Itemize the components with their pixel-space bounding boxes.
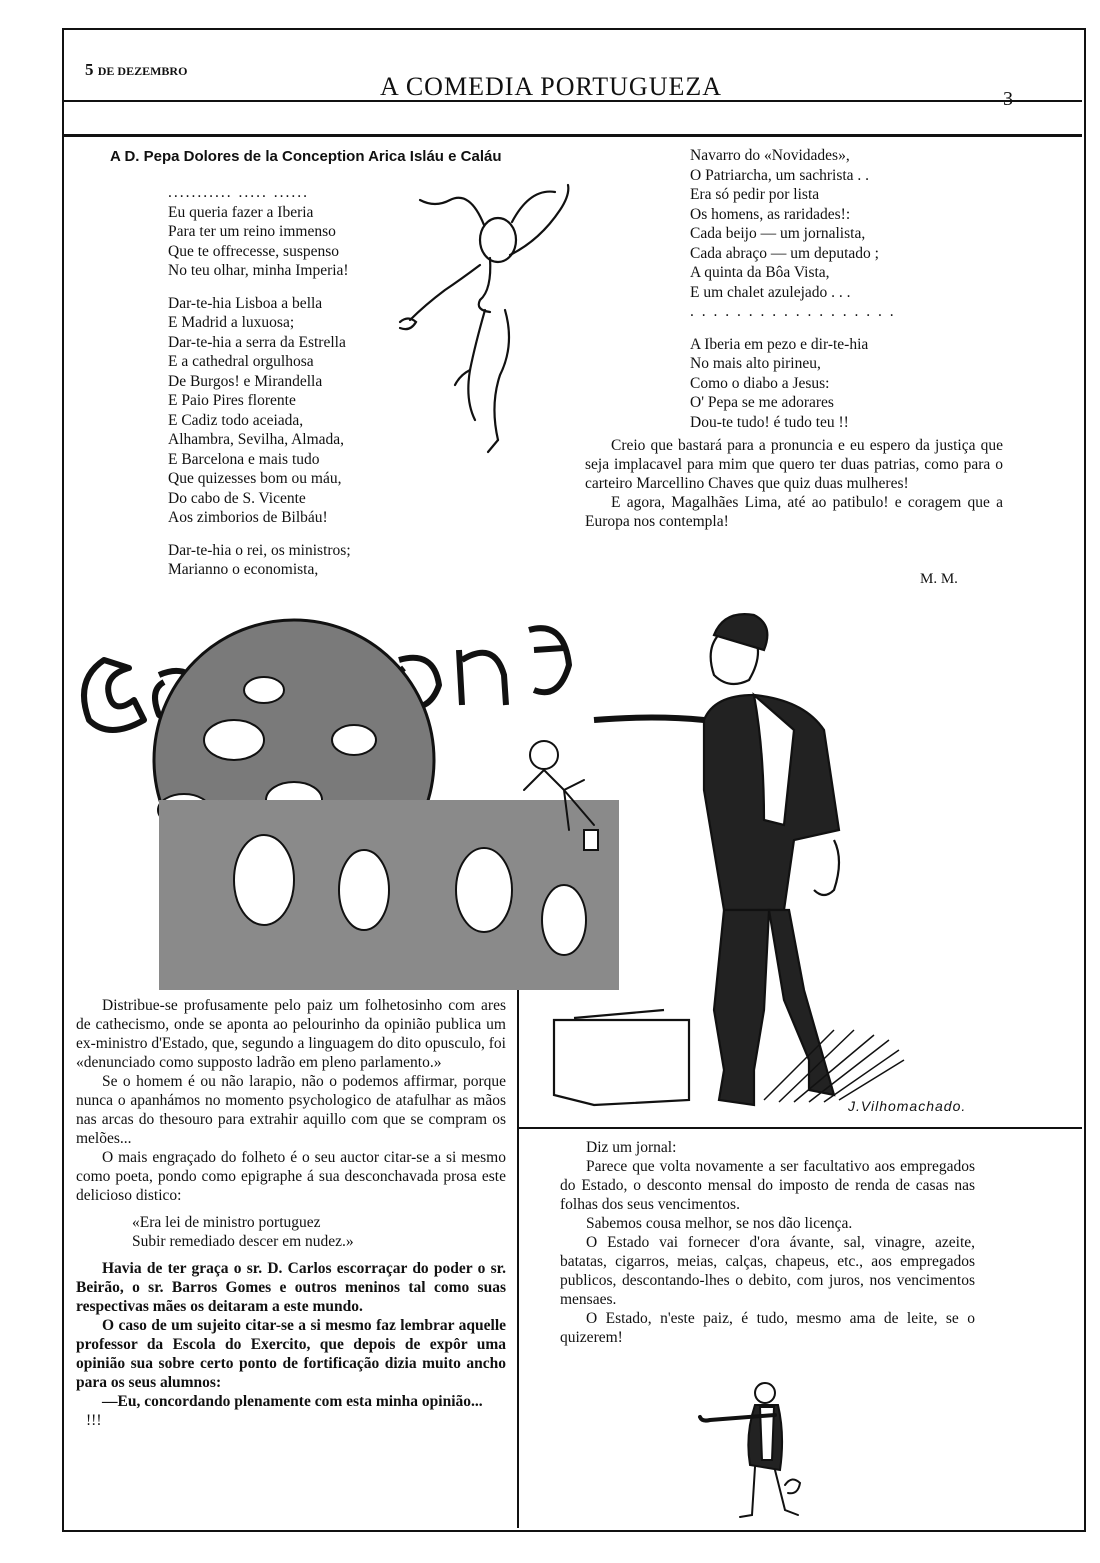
quote-line: «Era lei de ministro portuguez (132, 1214, 321, 1231)
poem-dots-mid: . . . . . . . . . . . . . . . . . . (690, 303, 896, 320)
poem-title: A D. Pepa Dolores de la Conception Arica Isláu e Caláu (110, 148, 502, 165)
man-with-bottle-illustration (690, 1375, 820, 1525)
poem-line: Era só pedir por lista (690, 186, 820, 203)
page-number: 3 (1003, 88, 1013, 110)
article-paragraph: Distribue-se profusamente pelo paiz um folhetosinho com ares de cathecismo, onde se aponta ao pelourinho da opinião publica um ex-ministro d'Estado, que, segundo a linguagem do dito opusculo, foi «denunciado como supposto ladrão em pleno parlamento.» (76, 997, 506, 1071)
poem-line: Dou-te tudo! é tudo teu !! (690, 413, 849, 431)
right-column-top-rule (517, 1127, 1082, 1129)
poem-line: No mais alto pirineu, (690, 355, 821, 372)
poem-line: Eu queria fazer a Iberia (168, 203, 314, 221)
article-paragraph: O Estado vai fornecer d'ora ávante, sal, vinagre, azeite, batatas, cigarros, meias, calças, chapeus, etc., aos empregados publicos, descontando-lhes o debito, com juros, nos vencimentos mensaes. (560, 1234, 975, 1308)
poem-line: E Madrid a luxuosa; (168, 314, 295, 331)
left-article (76, 996, 506, 1430)
poem-dots-top: ........... ..... ...... (168, 184, 309, 201)
artist-signature: J.Vilhomachado. (848, 1098, 967, 1114)
poem-line: Do cabo de S. Vicente (168, 489, 306, 507)
poem-line: Os homens, as raridades!: (690, 205, 851, 223)
poem-line: E um chalet azulejado . . . (690, 283, 851, 301)
article-exclaim: !!! (86, 1412, 102, 1429)
poem-line: E Cadiz todo aceiada, (168, 411, 304, 429)
poem-line: E Barcelona e mais tudo (168, 450, 320, 468)
poem-line: O' Pepa se me adorares (690, 394, 834, 411)
poem-signature: M. M. (920, 571, 958, 587)
poem-line: Dar-te-hia a serra da Estrella (168, 333, 346, 351)
article-paragraph: Parece que volta novamente a ser facultativo aos empregados do Estado, o desconto mensal do imposto de renda de casas nas folhas dos seus vencimentos. (560, 1158, 975, 1213)
poem-line: No teu olhar, minha Imperia! (168, 262, 349, 279)
article-paragraph: Havia de ter graça o sr. D. Carlos escorraçar do poder o sr. Beirão, o sr. Barros Gomes e outros meninos tal como suas respectivas mães os deitaram a este mundo. (76, 1260, 506, 1315)
poem-line: Alhambra, Sevilha, Almada, (168, 431, 345, 448)
header-rule-bottom (64, 134, 1082, 137)
article-intro: Diz um jornal: (586, 1139, 677, 1156)
poem-line: A quinta da Bôa Vista, (690, 264, 830, 281)
poem-line: Cada beijo — um jornalista, (690, 225, 866, 242)
poem-line: Que quizesses bom ou máu, (168, 470, 342, 487)
pedestal (554, 1010, 689, 1105)
poem-line: Como o diabo a Jesus: (690, 374, 830, 392)
poem-line: Dar-te-hia o rei, os ministros; (168, 541, 351, 559)
article-paragraph: Sabemos cousa melhor, se nos dão licença. (586, 1215, 853, 1232)
quote-line: Subir remediado descer em nudez.» (132, 1233, 354, 1250)
dancing-devil-illustration (380, 170, 595, 460)
poem-line: Cada abraço — um deputado ; (690, 244, 879, 262)
date-day: 5 (85, 60, 94, 79)
article-paragraph: Se o homem é ou não larapio, não o podemos affirmar, porque nunca o apanhámos no momento psychologico de atafulhar as mãos nas arcas do thesouro para extrahir aquillo com que se compram os melões... (76, 1073, 506, 1147)
article-paragraph: O mais engraçado do folheto é o seu auctor citar-se a si mesmo como poeta, pondo como epigraphe á sua desconchavada prosa este delicioso distico: (76, 1149, 506, 1204)
poem-line: E Paio Pires florente (168, 392, 296, 409)
poem-closing (585, 436, 1003, 531)
poem-line: Para ter um reino immenso (168, 223, 336, 240)
poem-line: O Patriarcha, um sachrista . . (690, 166, 870, 184)
poem-line: Marianno o economista, (168, 561, 319, 578)
poem-line: Que te offrecesse, suspenso (168, 242, 340, 260)
poem-line: E a cathedral orgulhosa (168, 353, 314, 370)
page-date (85, 60, 187, 80)
right-article (560, 1138, 975, 1347)
poem-line: De Burgos! e Mirandella (168, 372, 323, 390)
article-paragraph: —Eu, concordando plenamente com esta minha opinião... (102, 1393, 483, 1410)
column-divider (517, 990, 519, 1528)
poem-left-column (168, 183, 351, 580)
poem-line: A Iberia em pezo e dir-te-hia (690, 335, 869, 353)
article-paragraph: O Estado, n'este paiz, é tudo, mesmo ama de leite, se o quizerem! (560, 1310, 975, 1346)
poem-line: Dar-te-hia Lisboa a bella (168, 294, 323, 312)
closing-paragraph: Creio que bastará para a pronuncia e eu espero da justiça que seja implacavel para mim que quero ter duas patrias, como para o carteiro Marcellino Chaves que quiz duas mulheres! (585, 437, 1003, 492)
poem-line: Navarro do «Novidades», (690, 147, 850, 164)
article-paragraph: O caso de um sujeito citar-se a si mesmo faz lembrar aquelle professor da Escola do Exercito, que depois de expôr uma opinião sua sobre certo ponto de fortificação dizia muito ancho para os seus alumnos: (76, 1317, 506, 1391)
poem-right-column (690, 146, 896, 432)
closing-paragraph: E agora, Magalhães Lima, até ao patibulo! e coragem que a Europa nos contempla! (585, 494, 1003, 530)
poem-line: Aos zimborios de Bilbáu! (168, 509, 328, 526)
date-month: DE DEZEMBRO (97, 64, 188, 78)
masthead-title: A COMEDIA PORTUGUEZA (380, 72, 723, 101)
